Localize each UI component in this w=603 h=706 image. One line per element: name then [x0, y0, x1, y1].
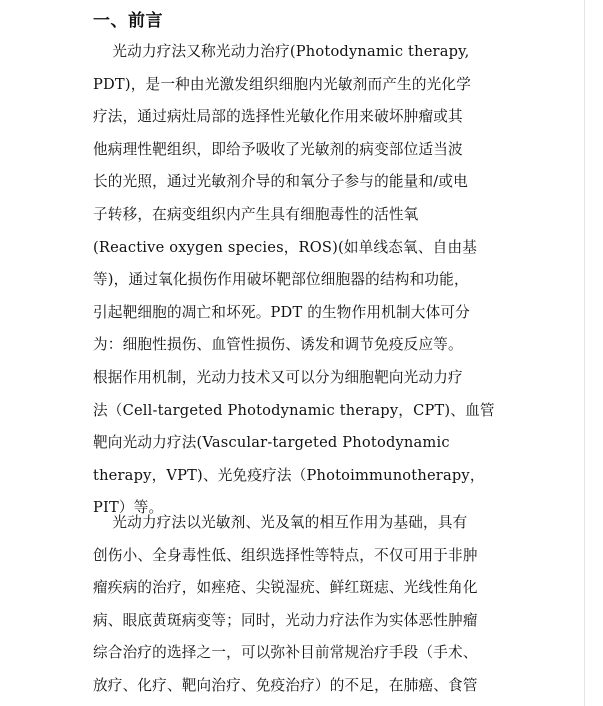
paragraph-line: PIT）等。 — [93, 499, 164, 517]
paragraph-line: 等)，通过氧化损伤作用破坏靶部位细胞器的结构和功能， — [93, 271, 469, 289]
paragraph-line: 为：细胞性损伤、血管性损伤、诱发和调节免疫反应等。 — [93, 336, 463, 354]
paragraph-line: 子转移，在病变组织内产生具有细胞毒性的活性氧 — [93, 205, 419, 223]
paragraph-line: (Reactive oxygen species，ROS)(如单线态氧、自由基 — [93, 238, 478, 256]
paragraph-line: 创伤小、全身毒性低、组织选择性等特点，不仅可用于非肿 — [93, 546, 478, 564]
section-heading: 一、前言 — [93, 11, 163, 31]
paragraph-line: PDT)，是一种由光激发组织细胞内光敏剂而产生的光化学 — [93, 75, 472, 93]
page-edge-divider — [584, 0, 585, 706]
paragraph-pdt-advantages — [93, 507, 513, 703]
paragraph-line: 他病理性靶组织，即给予吸收了光敏剂的病变部位适当波 — [93, 140, 463, 158]
paragraph-line: 长的光照，通过光敏剂介导的和氧分子参与的能量和/或电 — [93, 173, 468, 191]
paragraph-line: 光动力疗法又称光动力治疗(Photodynamic therapy, — [93, 43, 470, 60]
paragraph-line: 根据作用机制，光动力技术又可以分为细胞靶向光动力疗 — [93, 368, 463, 386]
paragraph-line: 放疗、化疗、靶向治疗、免疫治疗）的不足，在肺癌、食管 — [93, 676, 478, 694]
paragraph-line: therapy，VPT)、光免疫疗法（Photoimmunotherapy， — [93, 466, 485, 484]
paragraph-line: 病、眼底黄斑病变等；同时，光动力疗法作为实体恶性肿瘤 — [93, 611, 478, 629]
paragraph-line: 综合治疗的选择之一，可以弥补目前常规治疗手段（手术、 — [93, 644, 478, 662]
paragraph-line: 光动力疗法以光敏剂、光及氧的相互作用为基础，具有 — [93, 514, 468, 531]
paragraph-pdt-definition — [93, 36, 513, 525]
paragraph-line: 引起靶细胞的凋亡和坏死。PDT 的生物作用机制大体可分 — [93, 303, 470, 321]
paragraph-line: 疗法，通过病灶局部的选择性光敏化作用来破坏肿瘤或其 — [93, 108, 463, 126]
paragraph-line: 瘤疾病的治疗，如痤疮、尖锐湿疣、鲜红斑痣、光线性角化 — [93, 579, 478, 597]
paragraph-line: 法（Cell-targeted Photodynamic therapy，CPT)、血管 — [93, 401, 495, 419]
paragraph-line: 靶向光动力疗法(Vascular-targeted Photodynamic — [93, 434, 450, 452]
